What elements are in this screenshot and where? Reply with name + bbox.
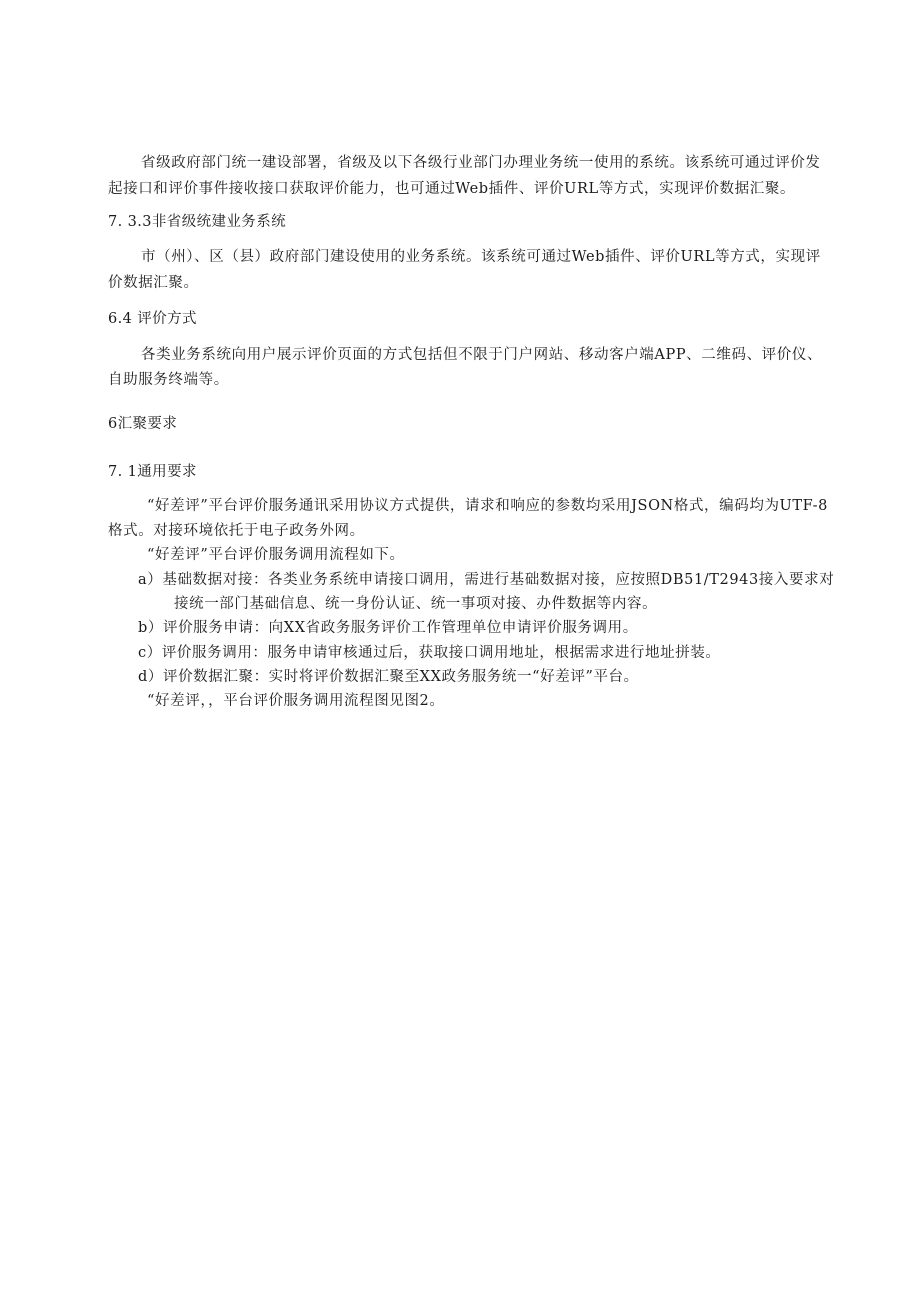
- paragraph-2-line-1: 市（州）、区（县）政府部门建设使用的业务系统。该系统可通过Web插件、评价URL等方式，实现评: [141, 249, 821, 265]
- paragraph-6: “好差评，，平台评价服务调用流程图见图2。: [147, 693, 445, 709]
- section-heading-6-4: 6.4 评价方式: [108, 311, 197, 327]
- section-heading-6: 6汇聚要求: [108, 416, 178, 432]
- list-item-a-line-1: a）基础数据对接：各类业务系统申请接口调用，需进行基础数据对接，应按照DB51/T2943接入要求对: [138, 572, 835, 588]
- list-item-c: c）评价服务调用：服务申请审核通过后，获取接口调用地址，根据需求进行地址拼装。: [138, 645, 721, 661]
- paragraph-4-line-2: 格式。对接环境依托于电子政务外网。: [108, 523, 365, 539]
- list-item-b: b）评价服务申请：向XX省政务服务评价工作管理单位申请评价服务调用。: [138, 620, 638, 636]
- list-item-a-line-2: 接统一部门基础信息、统一身份认证、统一事项对接、办件数据等内容。: [174, 596, 658, 612]
- paragraph-4-line-1: “好差评”平台评价服务通讯采用协议方式提供，请求和响应的参数均采用JSON格式，编码均为UTF-8: [147, 498, 828, 514]
- section-heading-7-3-3: 7. 3.3非省级统建业务系统: [108, 214, 287, 230]
- paragraph-1-line-1: 省级政府部门统一建设部署，省级及以下各级行业部门办理业务统一使用的系统。该系统可通过评价发: [141, 155, 821, 171]
- section-heading-7-1: 7. 1通用要求: [108, 464, 197, 480]
- paragraph-3-line-1: 各类业务系统向用户展示评价页面的方式包括但不限于门户网站、移动客户端APP、二维码、评价仪、: [141, 347, 823, 363]
- paragraph-2-line-2: 价数据汇聚。: [108, 275, 199, 291]
- list-item-d: d）评价数据汇聚：实时将评价数据汇聚至XX政务服务统一“好差评”平台。: [138, 669, 639, 685]
- paragraph-5: “好差评”平台评价服务调用流程如下。: [147, 547, 405, 563]
- paragraph-1-line-2: 起接口和评价事件接收接口获取评价能力，也可通过Web插件、评价URL等方式，实现评价数据汇聚。: [108, 181, 796, 197]
- paragraph-3-line-2: 自助服务终端等。: [108, 372, 229, 388]
